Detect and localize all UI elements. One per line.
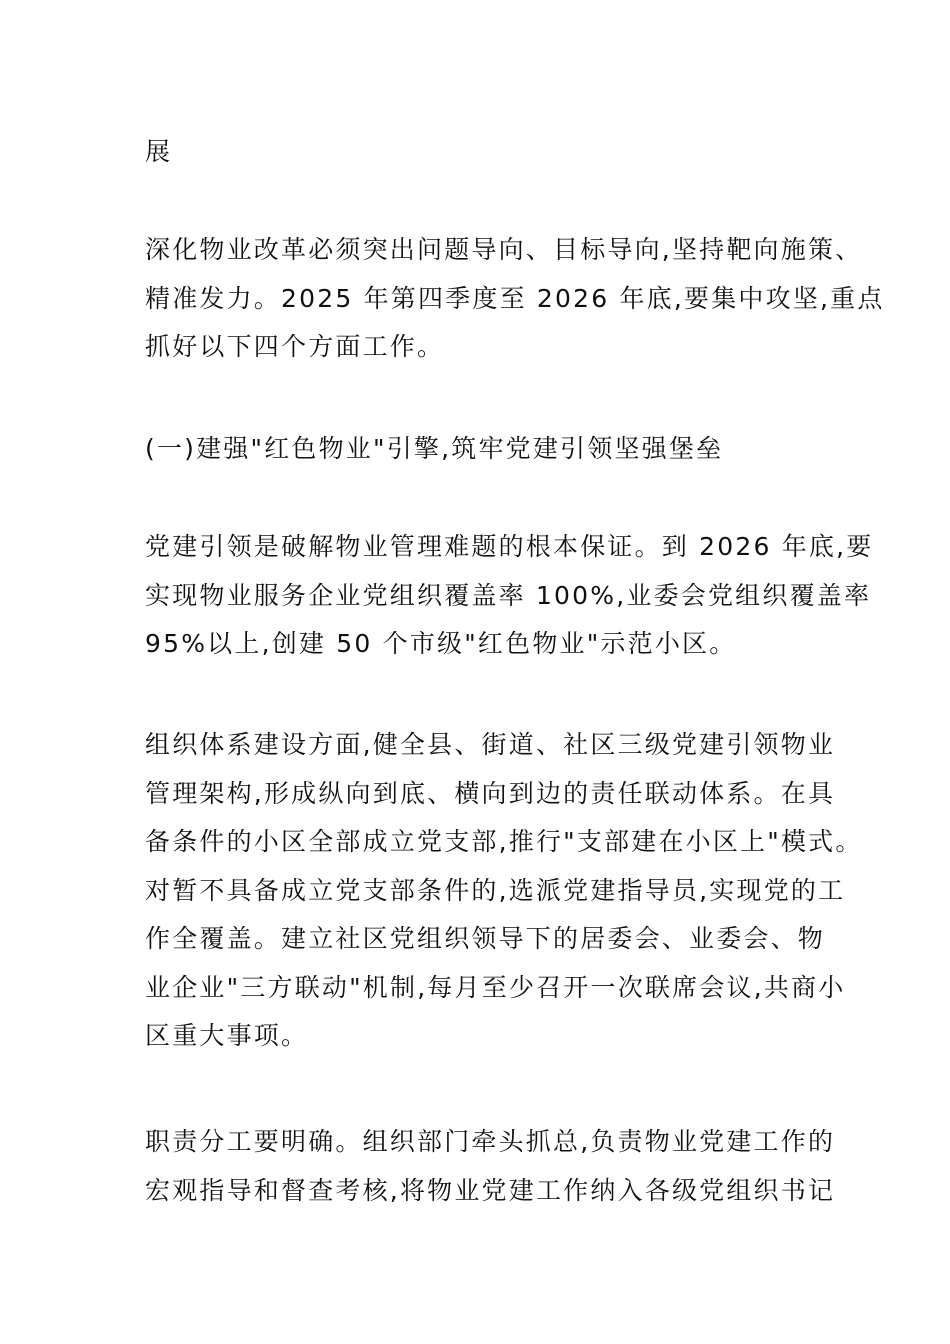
text-line: 抓好以下四个方面工作。 xyxy=(145,332,445,361)
paragraph-intro xyxy=(145,226,885,372)
text-line: 区重大事项。 xyxy=(145,1021,309,1050)
text-line: 备条件的小区全部成立党支部,推行"支部建在小区上"模式。 xyxy=(145,827,863,856)
text-line: 党建引领是破解物业管理难题的根本保证。到 2026 年底,要 xyxy=(145,532,874,561)
text-line: 职责分工要明确。组织部门牵头抓总,负责物业党建工作的 xyxy=(145,1127,836,1156)
paragraph-fragment xyxy=(145,128,845,177)
text-line: 深化物业改革必须突出问题导向、目标导向,坚持靶向施策、 xyxy=(145,235,863,264)
text-line: 组织体系建设方面,健全县、街道、社区三级党建引领物业 xyxy=(145,730,836,759)
text-line: 展 xyxy=(145,137,173,166)
text-line: 作全覆盖。建立社区党组织领导下的居委会、业委会、物 xyxy=(145,924,826,953)
text-line: 业企业"三方联动"机制,每月至少召开一次联席会议,共商小 xyxy=(145,972,846,1002)
paragraph-responsibilities xyxy=(145,1118,845,1215)
text-line: 精准发力。2025 年第四季度至 2026 年底,要集中攻坚,重点 xyxy=(145,283,885,313)
heading-line: (一)建强"红色物业"引擎,筑牢党建引领坚强堡垒 xyxy=(145,434,724,463)
text-line: 管理架构,形成纵向到底、横向到边的责任联动体系。在具 xyxy=(145,778,836,808)
text-line: 实现物业服务企业党组织覆盖率 100%,业委会党组织覆盖率 xyxy=(145,580,872,610)
paragraph-organization xyxy=(145,721,863,1061)
text-line: 95%以上,创建 50 个市级"红色物业"示范小区。 xyxy=(145,629,737,658)
text-line: 宏观指导和督查考核,将物业党建工作纳入各级党组织书记 xyxy=(145,1175,836,1205)
section-heading xyxy=(145,425,845,474)
text-line: 对暂不具备成立党支部条件的,选派党建指导员,实现党的工 xyxy=(145,875,846,905)
paragraph-goals xyxy=(145,523,874,669)
